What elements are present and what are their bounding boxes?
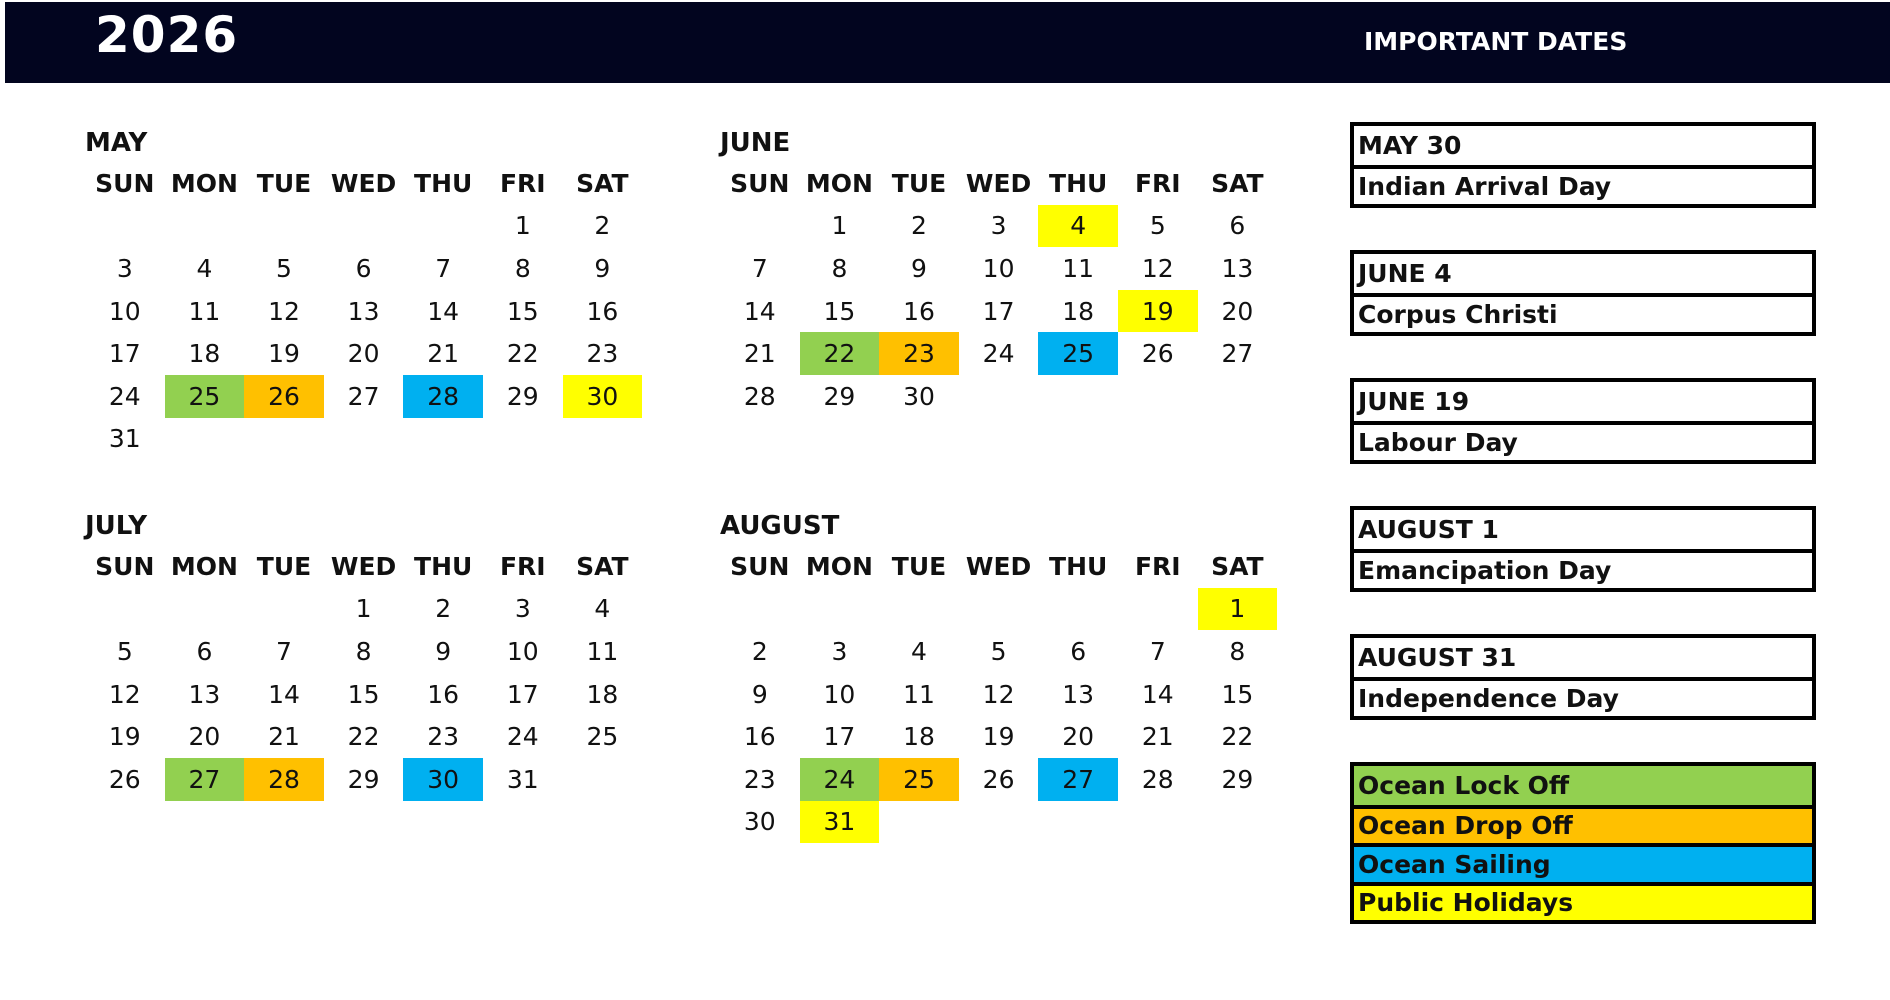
day-cell: 2 [594, 211, 611, 241]
empty-day-cell [165, 418, 245, 461]
day-cell: 15 [347, 679, 380, 709]
day-cell: 24 [982, 339, 1015, 369]
important-date-box [1350, 634, 1816, 720]
legend-ocean-lock-off: Ocean Lock Off [1354, 766, 1812, 805]
important-date: JUNE 19 [1358, 387, 1470, 416]
empty-day-cell [800, 588, 880, 631]
day-cell: 19 [108, 722, 141, 752]
day-cell: 19 [1118, 290, 1198, 333]
day-cell: 2 [751, 636, 768, 666]
day-cell: 30 [403, 758, 483, 801]
day-cell: 27 [165, 758, 245, 801]
empty-day-cell [1118, 588, 1198, 631]
weekday-header: WED [330, 551, 397, 581]
day-cell: 16 [427, 679, 460, 709]
day-cell: 28 [403, 375, 483, 418]
day-cell: 17 [982, 296, 1015, 326]
day-cell: 30 [743, 807, 776, 837]
important-date: MAY 30 [1358, 131, 1462, 160]
day-cell: 6 [1070, 636, 1087, 666]
day-cell: 9 [751, 679, 768, 709]
day-cell: 25 [879, 758, 959, 801]
day-cell: 10 [823, 679, 856, 709]
weekday-header: WED [965, 551, 1032, 581]
day-cell: 10 [108, 296, 141, 326]
day-cell: 3 [990, 211, 1007, 241]
day-cell: 13 [1221, 253, 1254, 283]
day-cell: 21 [1141, 722, 1174, 752]
day-cell: 12 [1141, 253, 1174, 283]
day-cell: 18 [1062, 296, 1095, 326]
weekday-header: SUN [730, 551, 790, 581]
day-cell: 31 [800, 801, 880, 844]
day-cell: 1 [831, 211, 848, 241]
day-cell: 20 [347, 339, 380, 369]
month-grid [85, 545, 642, 801]
day-cell: 8 [355, 636, 372, 666]
day-cell: 13 [188, 679, 221, 709]
day-cell: 31 [108, 424, 141, 454]
important-date-name: Emancipation Day [1354, 549, 1812, 588]
day-cell: 17 [823, 722, 856, 752]
day-cell: 24 [108, 381, 141, 411]
month-name: JUNE [720, 128, 791, 158]
weekday-header: MON [805, 551, 873, 581]
weekday-header: TUE [256, 168, 312, 198]
day-cell: 21 [268, 722, 300, 752]
empty-day-cell [959, 375, 1039, 418]
weekday-header: WED [965, 168, 1032, 198]
empty-day-cell [563, 758, 643, 801]
weekday-header: SAT [1211, 168, 1264, 198]
day-cell: 7 [276, 636, 292, 666]
important-dates-heading: IMPORTANT DATES [1364, 27, 1628, 56]
important-date-name: Independence Day [1354, 677, 1812, 716]
day-cell: 4 [911, 636, 927, 666]
empty-day-cell [1038, 588, 1118, 631]
weekday-header: FRI [1134, 551, 1181, 581]
day-cell: 3 [514, 594, 531, 624]
day-cell: 27 [1038, 758, 1118, 801]
day-cell: 26 [244, 375, 324, 418]
day-cell: 15 [1221, 679, 1254, 709]
weekday-header: WED [330, 168, 397, 198]
day-cell: 25 [165, 375, 245, 418]
empty-day-cell [1038, 801, 1118, 844]
weekday-header: THU [1049, 168, 1108, 198]
empty-day-cell [959, 588, 1039, 631]
weekday-header: MON [170, 551, 238, 581]
day-cell: 29 [823, 381, 856, 411]
day-cell: 8 [1229, 636, 1246, 666]
empty-day-cell [879, 801, 959, 844]
important-date-name: Labour Day [1354, 421, 1812, 460]
day-cell: 5 [1149, 211, 1166, 241]
day-cell: 27 [347, 381, 380, 411]
day-cell: 2 [435, 594, 452, 624]
empty-day-cell [324, 205, 404, 248]
color-legend [1350, 762, 1816, 924]
empty-day-cell [403, 418, 483, 461]
day-cell: 6 [196, 636, 213, 666]
important-date-name: Corpus Christi [1354, 293, 1812, 332]
empty-day-cell [720, 205, 800, 248]
empty-day-cell [483, 418, 563, 461]
day-cell: 12 [108, 679, 141, 709]
weekday-header: FRI [499, 551, 546, 581]
empty-day-cell [85, 205, 165, 248]
important-date-box [1350, 378, 1816, 464]
day-cell: 28 [743, 381, 776, 411]
day-cell: 28 [1141, 764, 1174, 794]
day-cell: 4 [196, 253, 213, 283]
day-cell: 14 [268, 679, 300, 709]
day-cell: 16 [586, 296, 619, 326]
month-name: MAY [85, 128, 148, 158]
empty-day-cell [165, 588, 245, 631]
day-cell: 1 [1198, 588, 1278, 631]
empty-day-cell [563, 418, 643, 461]
empty-day-cell [244, 588, 324, 631]
weekday-header: MON [805, 168, 873, 198]
weekday-header: THU [414, 551, 473, 581]
day-cell: 23 [427, 722, 460, 752]
empty-day-cell [244, 205, 324, 248]
empty-day-cell [959, 801, 1039, 844]
month-name: AUGUST [720, 511, 840, 541]
empty-day-cell [1118, 801, 1198, 844]
day-cell: 22 [800, 332, 880, 375]
day-cell: 19 [268, 339, 300, 369]
day-cell: 7 [435, 253, 452, 283]
day-cell: 23 [743, 764, 776, 794]
empty-day-cell [1038, 375, 1118, 418]
day-cell: 1 [514, 211, 531, 241]
day-cell: 22 [506, 339, 539, 369]
important-date: AUGUST 1 [1358, 515, 1499, 544]
day-cell: 20 [188, 722, 221, 752]
day-cell: 11 [1062, 253, 1095, 283]
day-cell: 26 [1141, 339, 1174, 369]
day-cell: 29 [347, 764, 380, 794]
day-cell: 22 [347, 722, 380, 752]
empty-day-cell [85, 588, 165, 631]
day-cell: 4 [1038, 205, 1118, 248]
day-cell: 14 [743, 296, 776, 326]
important-date-box [1350, 250, 1816, 336]
legend-ocean-sailing: Ocean Sailing [1354, 843, 1812, 882]
day-cell: 21 [427, 339, 460, 369]
day-cell: 26 [982, 764, 1015, 794]
day-cell: 11 [586, 636, 619, 666]
empty-day-cell [244, 418, 324, 461]
weekday-header: SAT [576, 168, 629, 198]
day-cell: 3 [831, 636, 848, 666]
weekday-header: SUN [730, 168, 790, 198]
weekday-header: TUE [256, 551, 312, 581]
empty-day-cell [1198, 375, 1278, 418]
day-cell: 10 [506, 636, 539, 666]
important-date-box [1350, 506, 1816, 592]
day-cell: 29 [1221, 764, 1254, 794]
day-cell: 18 [903, 722, 935, 752]
weekday-header: THU [414, 168, 473, 198]
important-date: AUGUST 31 [1358, 643, 1517, 672]
day-cell: 31 [506, 764, 539, 794]
day-cell: 8 [831, 253, 848, 283]
day-cell: 14 [1141, 679, 1174, 709]
day-cell: 18 [188, 339, 221, 369]
weekday-header: TUE [891, 551, 947, 581]
day-cell: 7 [1149, 636, 1166, 666]
day-cell: 15 [823, 296, 856, 326]
day-cell: 22 [1221, 722, 1254, 752]
header-bar [5, 2, 1890, 83]
day-cell: 1 [355, 594, 372, 624]
day-cell: 7 [751, 253, 768, 283]
empty-day-cell [324, 418, 404, 461]
empty-day-cell [403, 205, 483, 248]
day-cell: 16 [743, 722, 776, 752]
day-cell: 28 [244, 758, 324, 801]
day-cell: 11 [903, 679, 935, 709]
weekday-header: MON [170, 168, 238, 198]
day-cell: 30 [903, 381, 935, 411]
day-cell: 14 [427, 296, 460, 326]
day-cell: 3 [116, 253, 133, 283]
day-cell: 9 [594, 253, 611, 283]
day-cell: 8 [514, 253, 531, 283]
day-cell: 20 [1062, 722, 1095, 752]
legend-ocean-drop-off: Ocean Drop Off [1354, 805, 1812, 844]
day-cell: 25 [586, 722, 619, 752]
day-cell: 23 [586, 339, 619, 369]
day-cell: 19 [982, 722, 1015, 752]
day-cell: 24 [506, 722, 539, 752]
day-cell: 6 [355, 253, 372, 283]
day-cell: 17 [108, 339, 141, 369]
day-cell: 17 [506, 679, 539, 709]
day-cell: 21 [743, 339, 776, 369]
important-date-name: Indian Arrival Day [1354, 165, 1812, 204]
weekday-header: TUE [891, 168, 947, 198]
weekday-header: FRI [499, 168, 546, 198]
weekday-header: FRI [1134, 168, 1181, 198]
year-title: 2026 [95, 6, 239, 64]
day-cell: 18 [586, 679, 619, 709]
month-grid [720, 162, 1277, 418]
empty-day-cell [165, 205, 245, 248]
important-date-box [1350, 122, 1816, 208]
empty-day-cell [1198, 801, 1278, 844]
empty-day-cell [1118, 375, 1198, 418]
day-cell: 12 [982, 679, 1015, 709]
month-name: JULY [85, 511, 148, 541]
weekday-header: SUN [95, 168, 155, 198]
month-grid [85, 162, 642, 460]
day-cell: 30 [563, 375, 643, 418]
day-cell: 13 [1062, 679, 1095, 709]
day-cell: 5 [276, 253, 292, 283]
day-cell: 9 [435, 636, 452, 666]
important-date: JUNE 4 [1358, 259, 1452, 288]
day-cell: 4 [594, 594, 611, 624]
day-cell: 15 [506, 296, 539, 326]
day-cell: 23 [879, 332, 959, 375]
month-grid [720, 545, 1277, 843]
empty-day-cell [879, 588, 959, 631]
day-cell: 20 [1221, 296, 1254, 326]
day-cell: 5 [990, 636, 1007, 666]
weekday-header: SAT [1211, 551, 1264, 581]
day-cell: 24 [800, 758, 880, 801]
day-cell: 2 [911, 211, 927, 241]
day-cell: 11 [188, 296, 221, 326]
weekday-header: THU [1049, 551, 1108, 581]
day-cell: 25 [1038, 332, 1118, 375]
empty-day-cell [720, 588, 800, 631]
day-cell: 12 [268, 296, 300, 326]
legend-public-holidays: Public Holidays [1354, 882, 1812, 921]
day-cell: 16 [903, 296, 935, 326]
day-cell: 10 [982, 253, 1015, 283]
weekday-header: SUN [95, 551, 155, 581]
day-cell: 29 [506, 381, 539, 411]
day-cell: 5 [116, 636, 133, 666]
day-cell: 13 [347, 296, 380, 326]
day-cell: 26 [108, 764, 141, 794]
weekday-header: SAT [576, 551, 629, 581]
day-cell: 9 [911, 253, 927, 283]
day-cell: 27 [1221, 339, 1254, 369]
day-cell: 6 [1229, 211, 1246, 241]
